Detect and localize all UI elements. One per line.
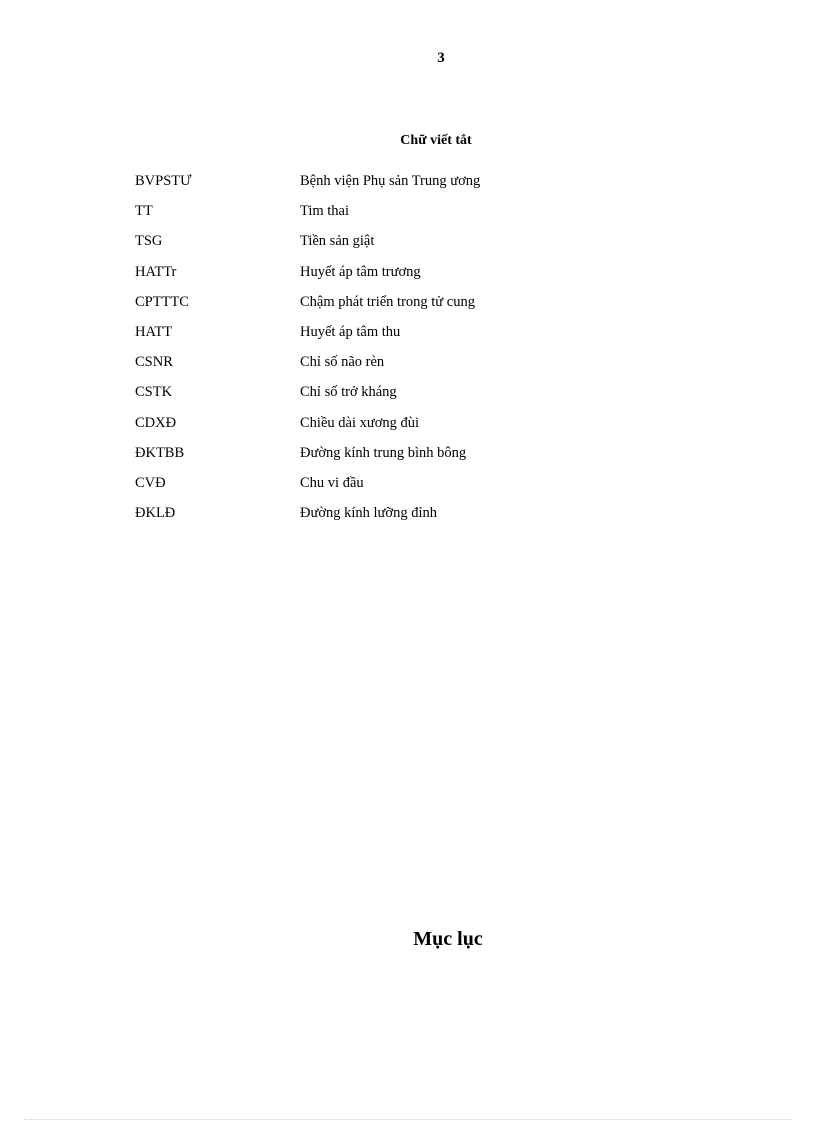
abbreviation-meaning: Huyết áp tâm trương	[300, 263, 421, 280]
abbreviation-code: CSTK	[135, 384, 173, 401]
abbreviation-row	[135, 472, 655, 502]
abbreviation-code: TT	[135, 203, 153, 220]
abbreviation-row	[135, 351, 655, 381]
abbreviation-meaning: Chiều dài xương đùi	[300, 414, 420, 431]
abbreviation-row	[135, 170, 655, 200]
abbreviation-code: BVPSTƯ	[135, 173, 192, 189]
abbreviation-meaning: Chỉ số trở kháng	[300, 384, 397, 401]
abbreviation-code: CSNR	[135, 354, 173, 371]
abbreviation-row	[135, 200, 655, 230]
abbreviation-row	[135, 230, 655, 260]
abbreviation-row	[135, 321, 655, 351]
abbreviation-row	[135, 442, 655, 472]
abbreviation-meaning: Chậm phát triển trong tử cung	[300, 293, 475, 310]
abbreviations-list	[135, 170, 655, 532]
abbreviation-meaning: Bệnh viện Phụ sản Trung ương	[300, 173, 481, 189]
abbreviation-meaning: Chu vi đầu	[300, 474, 364, 491]
abbreviation-meaning: Đường kính trung bình bông	[300, 444, 467, 461]
abbreviation-code: ĐKTBB	[135, 444, 185, 461]
abbreviation-meaning: Chỉ số não rèn	[300, 354, 385, 371]
abbreviation-meaning: Tim thai	[300, 203, 350, 220]
abbreviation-code: CVĐ	[135, 474, 166, 491]
abbreviation-row	[135, 412, 655, 442]
abbreviation-code: CDXĐ	[135, 414, 177, 431]
abbreviations-title: Chữ viết tắt	[400, 133, 472, 148]
abbreviation-code: HATT	[135, 323, 173, 340]
abbreviation-code: ĐKLĐ	[135, 505, 176, 522]
page-number: 3	[437, 50, 445, 66]
abbreviation-meaning: Tiền sản giật	[300, 233, 375, 250]
abbreviation-meaning: Đường kính lưỡng đỉnh	[300, 505, 437, 522]
table-of-contents-heading: Mục lục	[413, 928, 483, 950]
abbreviation-row	[135, 502, 655, 532]
page-bottom-divider	[24, 1119, 792, 1120]
abbreviation-code: CPTTTC	[135, 293, 189, 310]
abbreviation-row	[135, 381, 655, 411]
abbreviation-meaning: Huyết áp tâm thu	[300, 323, 401, 340]
abbreviation-code: TSG	[135, 233, 163, 250]
abbreviation-row	[135, 261, 655, 291]
abbreviation-code: HATTr	[135, 263, 177, 280]
abbreviation-row	[135, 291, 655, 321]
